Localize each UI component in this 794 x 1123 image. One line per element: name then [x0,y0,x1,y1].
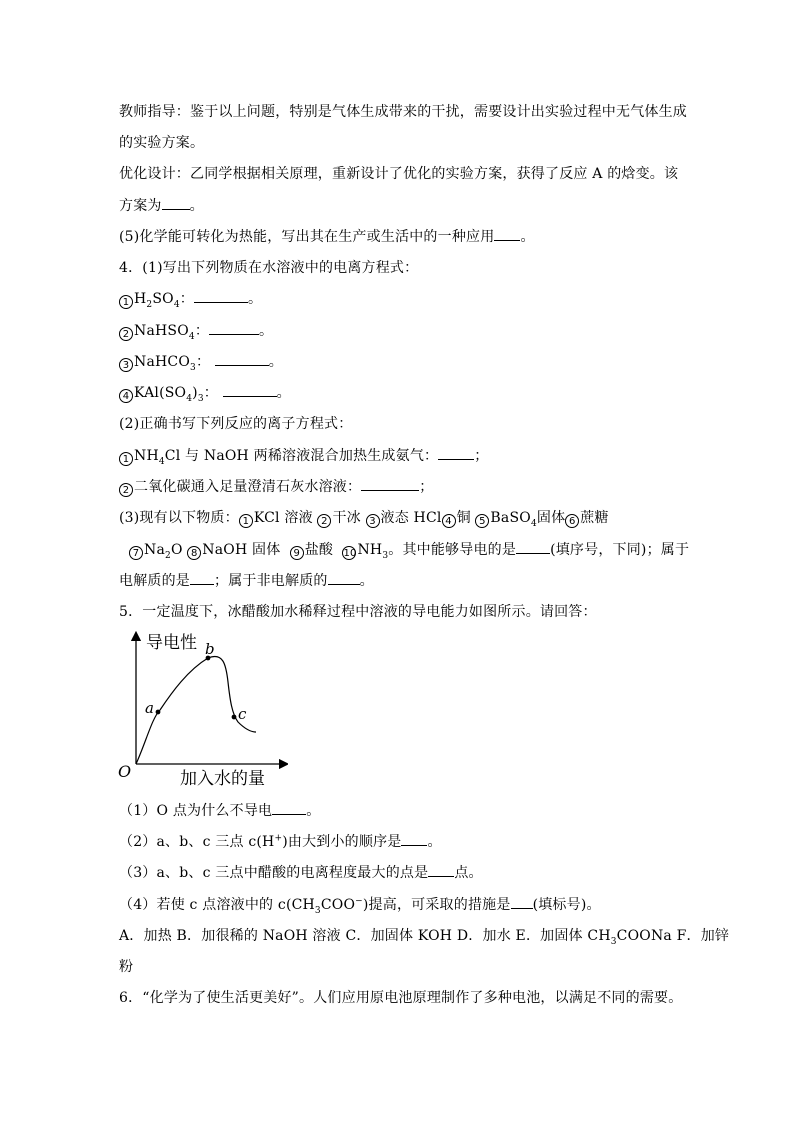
circled-number: 9 [290,546,304,560]
answer-blank[interactable] [162,197,190,210]
question-5-4: （4）若使 c 点溶液中的 $c(CH_3COO^-)$提高，可采取的措施是 (填标号)。 [119,896,601,916]
answer-blank[interactable] [401,833,427,846]
circled-number: 4 [119,389,133,403]
answer-blank[interactable] [215,353,269,366]
circled-number: 4 [442,514,456,528]
answer-blank[interactable] [223,384,277,397]
point-c [232,715,237,720]
question-3-5: (5)化学能可转化为热能，写出其在生产或生活中的一种应用 。 [119,229,535,245]
answer-blank[interactable] [494,228,520,241]
answer-blank[interactable] [328,572,360,585]
circled-number: 2 [119,327,133,341]
question-5-options: A．加热 B．加很稀的 NaOH 溶液 C．加固体 KOH D．加水 E．加固体 $CH_3COONa$ F．加锌 [119,928,730,947]
circled-number: 3 [119,358,133,372]
question-4-part-2-item-1: 1 $NH_4Cl$ 与 NaOH 两稀溶液混合加热生成氨气： ； [119,446,488,466]
circled-number: 1 [119,452,133,466]
answer-blank[interactable] [209,322,259,335]
question-4-item-3: 3 NaHCO$_3$： 。 [119,352,283,372]
question-4-item-2: 2 NaHSO$_4$： 。 [119,321,273,341]
answer-blank[interactable] [428,864,454,877]
circled-number: 2 [119,483,133,497]
circled-number: 1 [239,514,253,528]
question-6-intro: 6．“化学为了使生活更美好”。人们应用原电池原理制作了多种电池，以满足不同的需要。 [119,990,683,1006]
point-c-label: c [238,705,247,723]
circled-number: 3 [366,514,380,528]
line-teacher-guide: 教师指导：鉴于以上问题，特别是气体生成带来的干扰，需要设计出实验过程中无气体生成 [119,104,687,120]
line-optimized-design: 优化设计：乙同学根据相关原理，重新设计了优化的实验方案，获得了反应 A 的焓变。该 [119,166,679,182]
question-5-intro: 5．一定温度下，冰醋酸加水稀释过程中溶液的导电能力如图所示。请回答： [119,604,597,620]
circled-number: 2 [317,514,331,528]
answer-blank[interactable] [438,447,474,460]
question-5-2: （2）a、b、c 三点 c(H+)由大到小的顺序是 。 [119,833,442,850]
answer-blank[interactable] [194,290,248,303]
circled-number: 6 [565,514,579,528]
circled-number: 7 [129,546,143,560]
question-4-part-2-item-2: 2 二氧化碳通入足量澄清石灰水溶液： ； [119,477,433,497]
x-axis-label: 加入水的量 [180,769,265,789]
question-4-part-3: (3)现有以下物质： 1 KCl 溶液 2 干冰 3 液态 HCl 4 铜 5 BaSO$_4$固体 6 蔗糖 [119,510,609,529]
question-4-item-1: 1 $H_2SO_4$： 。 [119,289,262,309]
question-4-part-3-end: 电解质的是 ；属于非电解质的 。 [119,573,374,589]
answer-blank[interactable] [361,478,419,491]
conductivity-graph [118,630,288,790]
circled-number: 5 [475,514,489,528]
answer-blank[interactable] [272,802,306,815]
question-5-3: （3）a、b、c 三点中醋酸的电离程度最大的点是 点。 [119,865,483,881]
circled-number: 8 [187,546,201,560]
question-5-1: （1）O 点为什么不导电 。 [119,803,321,819]
origin-label: O [118,762,132,781]
question-4-part-3-cont: 7 $Na_2O$ 8 NaOH 固体 9 盐酸 $10NH_3$。其中能够导电的是 (填序号，下同)；属于 [129,540,689,560]
circled-number: 1 [119,295,133,309]
line-plan: 方案为 。 [119,198,204,214]
point-a [156,710,161,715]
question-5-options-cont: 粉 [119,959,134,975]
answer-blank[interactable] [516,541,550,554]
point-a-label: a [145,699,154,717]
y-axis-label: 导电性 [146,633,197,653]
question-4-intro: 4．(1)写出下列物质在水溶液中的电离方程式： [119,260,419,276]
answer-blank[interactable] [511,896,533,909]
line-teacher-guide-cont: 的实验方案。 [119,135,205,151]
question-4-item-4: 4 $KAl(SO_4)_3$： 。 [119,383,291,403]
circled-number: 10 [343,548,357,559]
question-4-part-2: (2)正确书写下列反应的离子方程式： [119,416,353,432]
answer-blank[interactable] [190,572,214,585]
point-b-label: b [205,640,215,658]
